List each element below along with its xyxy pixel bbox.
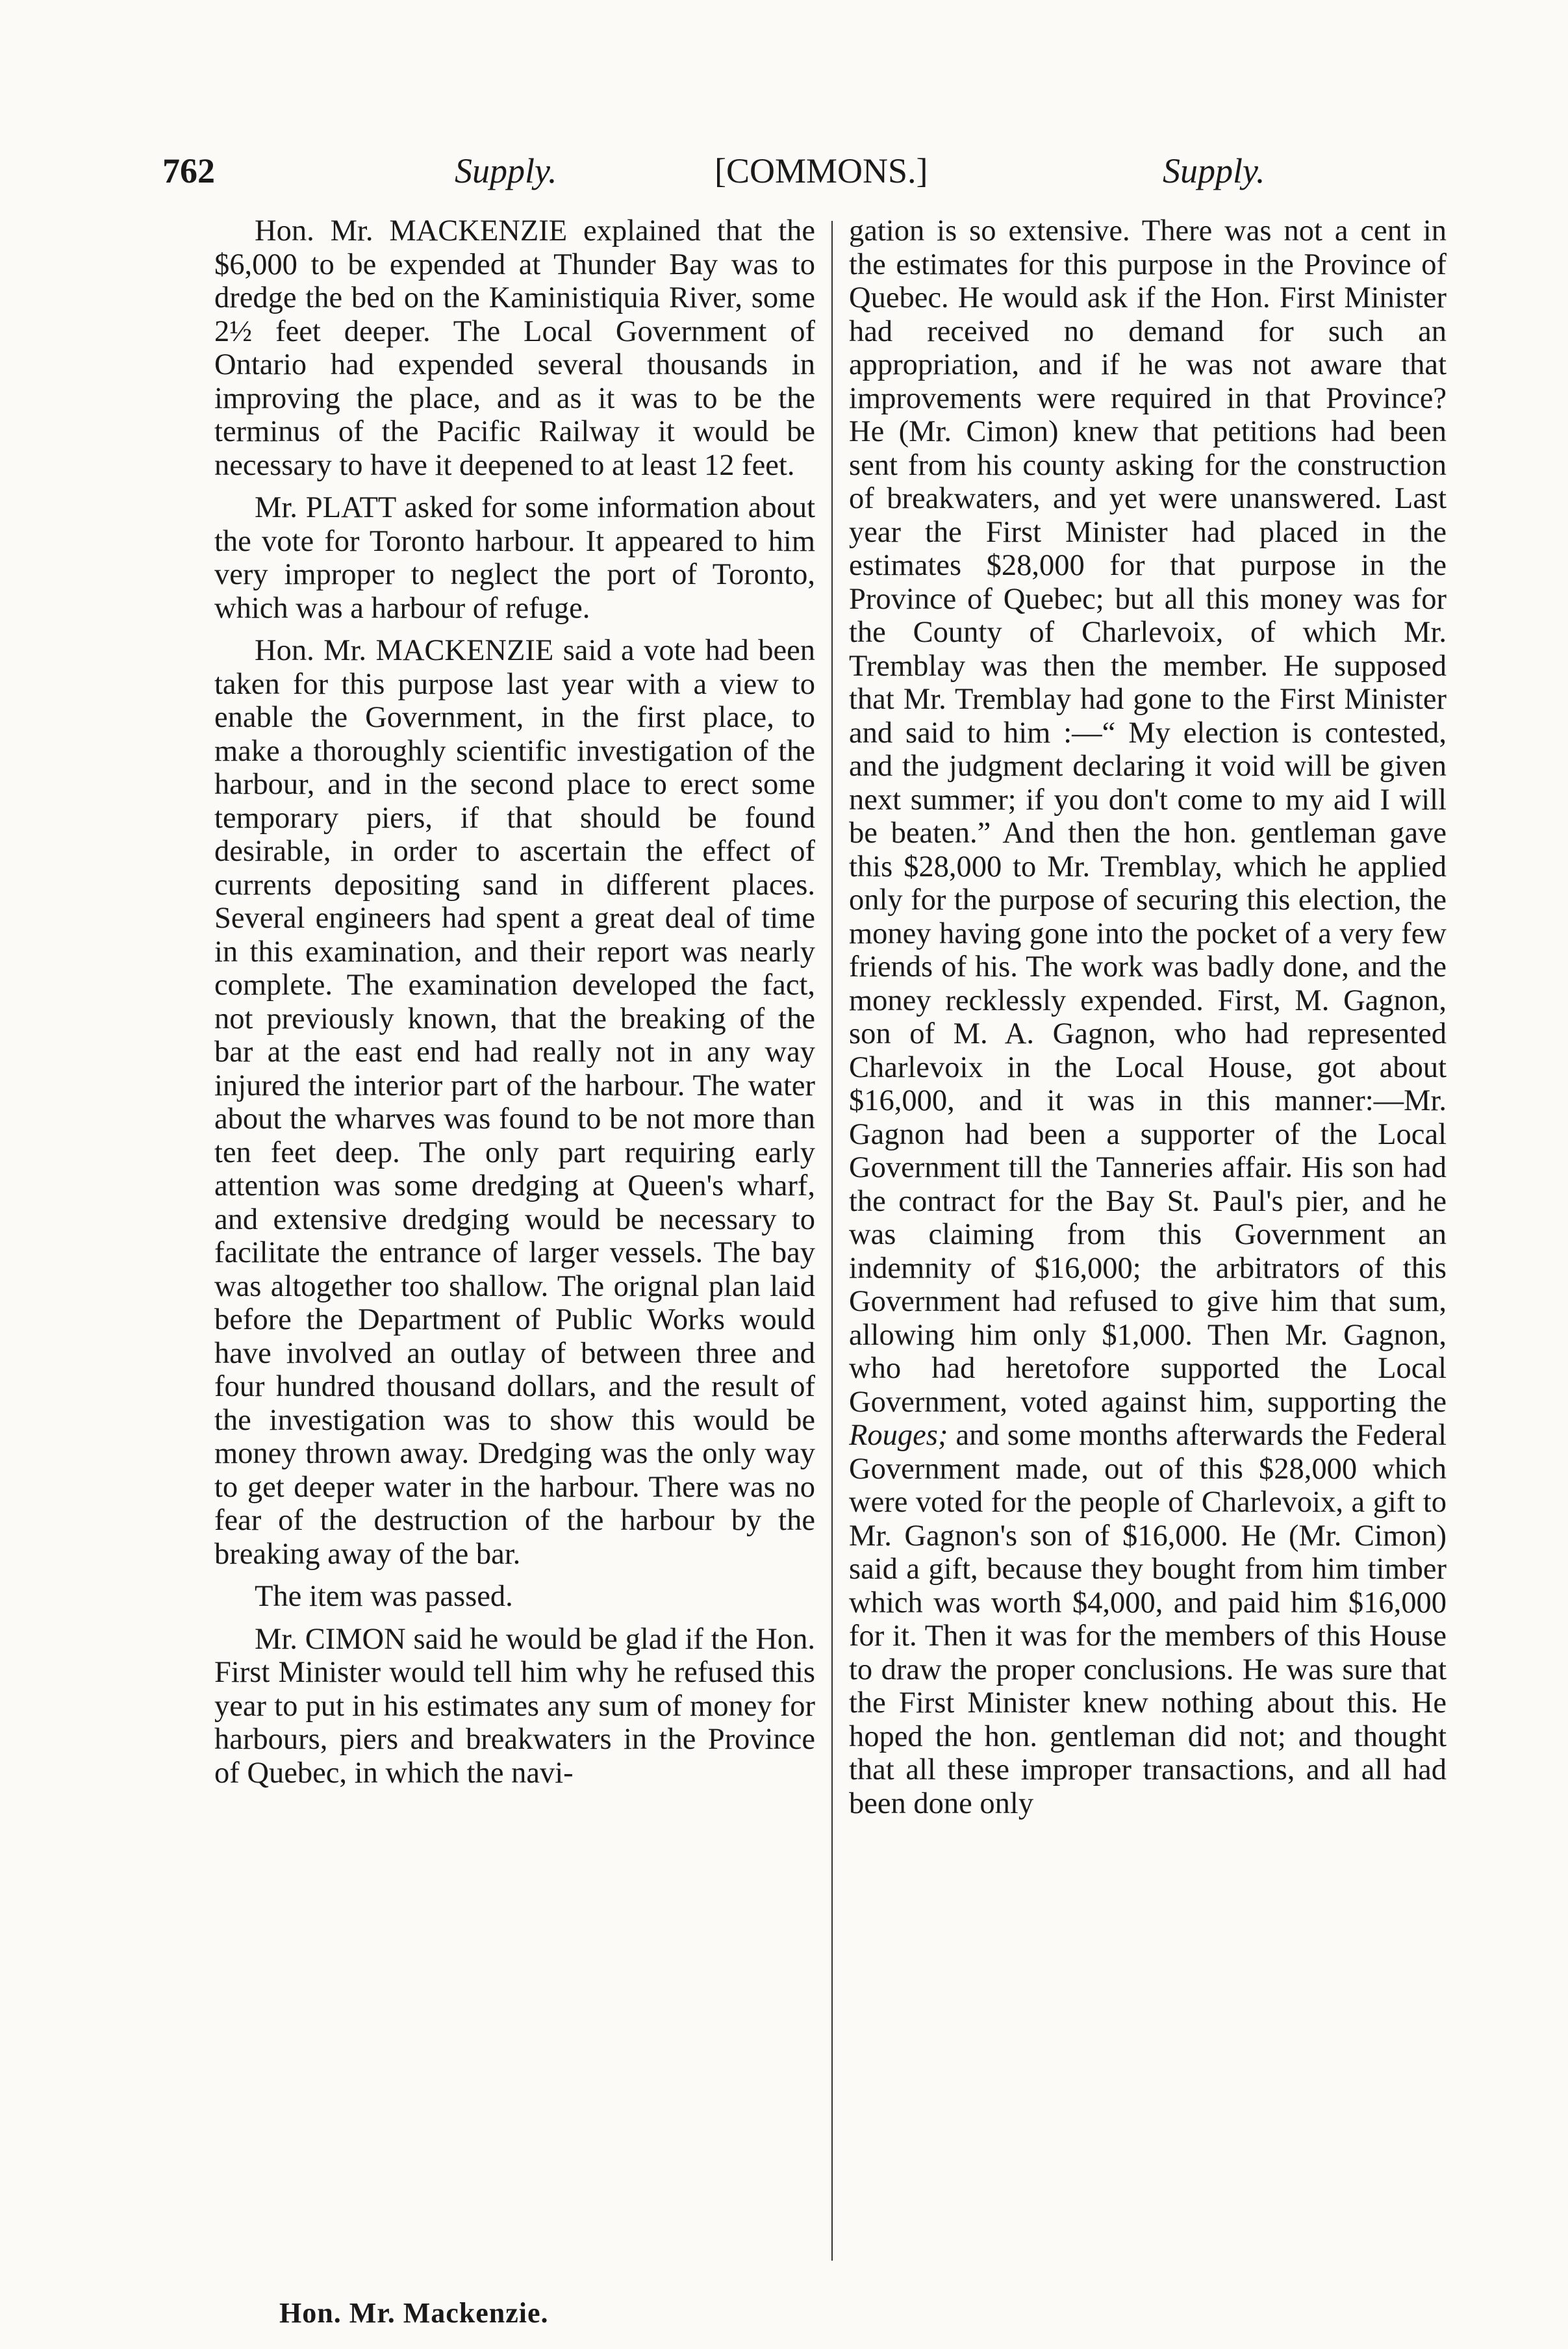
left-column (214, 214, 815, 2280)
paragraph: Hon. Mr. MACKENZIE said a vote had been taken for this purpose last year with a view to enable the Government, in the first place, to make a thoroughly scientific investigation of the harbour, and in the second place to erect some temporary piers, if that should be found desirable, in order to ascertain the effect of currents depositing sand in different places. Several engineers had spent a great deal of time in this examination, and their report was nearly complete. The examination developed the fact, not previously known, that the breaking of the bar at the east end had really not in any way injured the interior part of the harbour. The water about the wharves was found to be not more than ten feet deep. The only part requiring early attention was some dredging at Queen's wharf, and extensive dredging would be necessary to facilitate the entrance of larger vessels. The bay was altogether too shallow. The orignal plan laid before the Department of Public Works would have involved an outlay of between three and four hundred thousand dollars, and the result of the investigation was to show this would be money thrown away. Dredging was the only way to get deeper water in the harbour. There was no fear of the destruction of the harbour by the breaking away of the bar. (214, 634, 815, 1571)
running-title-right: Supply. (1163, 151, 1265, 190)
paragraph: Hon. Mr. MACKENZIE explained that the $6,000 to be expended at Thunder Bay was to dredge the bed on the Kaministiquia River, some 2½ feet deeper. The Local Government of Ontario had expended several thousands in improving the place, and as it was to be the terminus of the Pacific Railway it would be necessary to have it deepened to at least 12 feet. (214, 214, 815, 482)
running-title-left: Supply. (455, 151, 557, 190)
italic-text: Rouges; (849, 1419, 948, 1452)
paragraph (849, 214, 1447, 1820)
paragraph: Mr. PLATT asked for some information about the vote for Toronto harbour. It appeared to him very improper to neglect the port of Toronto, which was a harbour of refuge. (214, 491, 815, 625)
running-title-center: [COMMONS.] (714, 151, 928, 190)
page-header (162, 151, 1267, 203)
column-divider (831, 221, 833, 2261)
paragraph: Mr. CIMON said he would be glad if the Hon. First Minister would tell him why he refused this year to put in his estimates any sum of money for harbours, piers and breakwaters in the Province of Quebec, in which the navi- (214, 1622, 815, 1790)
right-column (849, 214, 1447, 2280)
paragraph-text: and some months afterwards the Federal Government made, out of this $28,000 which were voted for the people of Charlevoix, a gift to Mr. Gagnon's son of $16,000. He (Mr. Cimon) said a gift, because they bought from him timber which was worth $4,000, and paid him $16,000 for it. Then it was for the members of this House to draw the proper conclusions. He was sure that the First Minister knew nothing about this. He hoped the hon. gentleman did not; and thought that all these improper transactions, and all had been done only (849, 1419, 1447, 1820)
paragraph: The item was passed. (255, 1580, 513, 1613)
page-number: 762 (162, 151, 215, 190)
page-footer: Hon. Mr. Mackenzie. (279, 2297, 549, 2329)
paragraph-text: gation is so extensive. There was not a cent in the estimates for this purpose in the Province of Quebec. He would ask if the Hon. First Minister had received no demand for such an appropriation, and if he was not aware that improvements were required in that Province? He (Mr. Cimon) knew that petitions had been sent from his county asking for the construction of breakwaters, and yet were unanswered. Last year the First Minister had placed in the estimates $28,000 for that purpose in the Province of Quebec; but all this money was for the County of Charlevoix, of which Mr. Tremblay was then the member. He supposed that Mr. Tremblay had gone to the First Minister and said to him :—“ My election is contested, and the judgment declaring it void will be given next summer; if you don't come to my aid I will be beaten.” And then the hon. gentleman gave this $28,000 to Mr. Tremblay, which he applied only for the purpose of securing this election, the money having gone into the pocket of a very few friends of his. The work was badly done, and the money recklessly expended. First, M. Gagnon, son of M. A. Gagnon, who had represented Charlevoix in the Local House, got about $16,000, and it was in this manner:—Mr. Gagnon had been a supporter of the Local Government till the Tanneries affair. His son had the contract for the Bay St. Paul's pier, and he was claiming from this Government an indemnity of $16,000; the arbitrators of this Government had refused to give him that sum, allowing him only $1,000. Then Mr. Gagnon, who had heretofore supported the Local Government, voted against him, supporting the (849, 214, 1447, 1419)
